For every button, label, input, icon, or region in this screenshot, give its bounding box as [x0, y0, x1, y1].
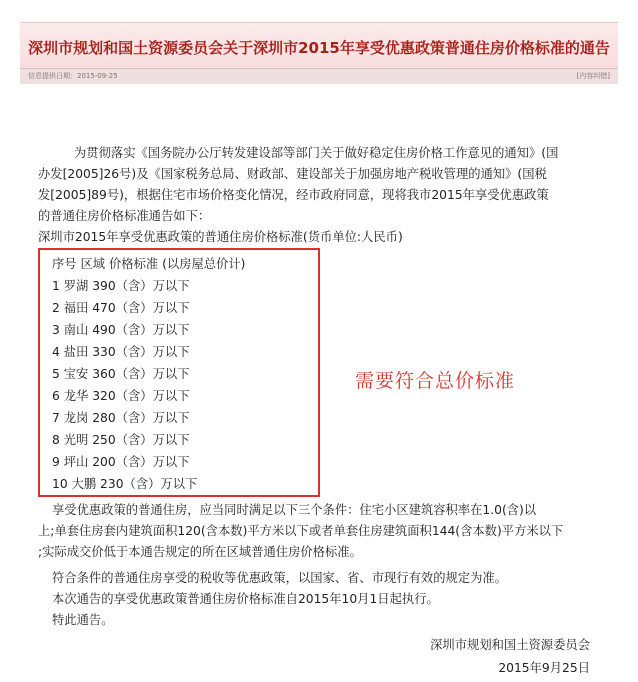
- price-table: [38, 248, 320, 497]
- table-row: 8 光明 250（含）万以下: [52, 433, 190, 447]
- sign-date: 2015年9月25日: [498, 661, 590, 675]
- table-row: 7 龙岗 280（含）万以下: [52, 411, 190, 425]
- table-row: 2 福田 470（含）万以下: [52, 301, 190, 315]
- table-row: 9 坪山 200（含）万以下: [52, 455, 190, 469]
- intro-line-4: 的普通住房价格标准通告如下：: [38, 209, 211, 223]
- table-row: 5 宝安 360（含）万以下: [52, 367, 190, 381]
- page-title: 深圳市规划和国土资源委员会关于深圳市2015年享受优惠政策普通住房价格标准的通告: [28, 39, 610, 57]
- red-annotation: 需要符合总价标准: [355, 370, 516, 392]
- publish-date: 信息提供日期：2015-09-25: [28, 72, 118, 80]
- closing-line-1: 符合条件的普通住房享受的税收等优惠政策，以国家、省、市现行有效的规定为准。: [52, 571, 507, 585]
- intro-line-3: 发[2005]89号)，根据住宅市场价格变化情况，经市政府同意，现将我市2015年享受优惠政策: [38, 188, 549, 202]
- table-row: 10 大鹏 230（含）万以下: [52, 477, 198, 491]
- table-row: 1 罗湖 390（含）万以下: [52, 279, 190, 293]
- intro-line-2: 办发[2005]26号)及《国家税务总局、财政部、建设部关于加强房地产税收管理的通知》(国税: [38, 167, 547, 181]
- table-row: 4 盐田 330（含）万以下: [52, 345, 190, 359]
- conditions-line-3: ;实际成交价低于本通告规定的所在区域普通住房价格标准。: [38, 545, 362, 559]
- signature: 深圳市规划和国土资源委员会: [430, 638, 590, 652]
- conditions-line-2: 上;单套住房套内建筑面积120(含本数)平方米以下或者单套住房建筑面积144(含本数)平方米以下: [38, 524, 564, 538]
- meta-row: [20, 68, 618, 84]
- conditions-line-1: 享受优惠政策的普通住房，应当同时满足以下三个条件：住宅小区建筑容积率在1.0(含)以: [52, 503, 537, 517]
- table-header: 序号 区域 价格标准 (以房屋总价计): [52, 257, 246, 271]
- table-caption: 深圳市2015年享受优惠政策的普通住房价格标准(货币单位:人民币): [38, 230, 403, 244]
- table-row: 3 南山 490（含）万以下: [52, 323, 190, 337]
- closing-line-2: 本次通告的享受优惠政策普通住房价格标准自2015年10月1日起执行。: [52, 592, 439, 606]
- closing-line-3: 特此通告。: [52, 613, 114, 627]
- intro-line-1: 为贯彻落实《国务院办公厅转发建设部等部门关于做好稳定住房价格工作意见的通知》(国: [74, 146, 559, 160]
- error-report-link[interactable]: [内容纠错]: [576, 72, 610, 80]
- table-row: 6 龙华 320（含）万以下: [52, 389, 190, 403]
